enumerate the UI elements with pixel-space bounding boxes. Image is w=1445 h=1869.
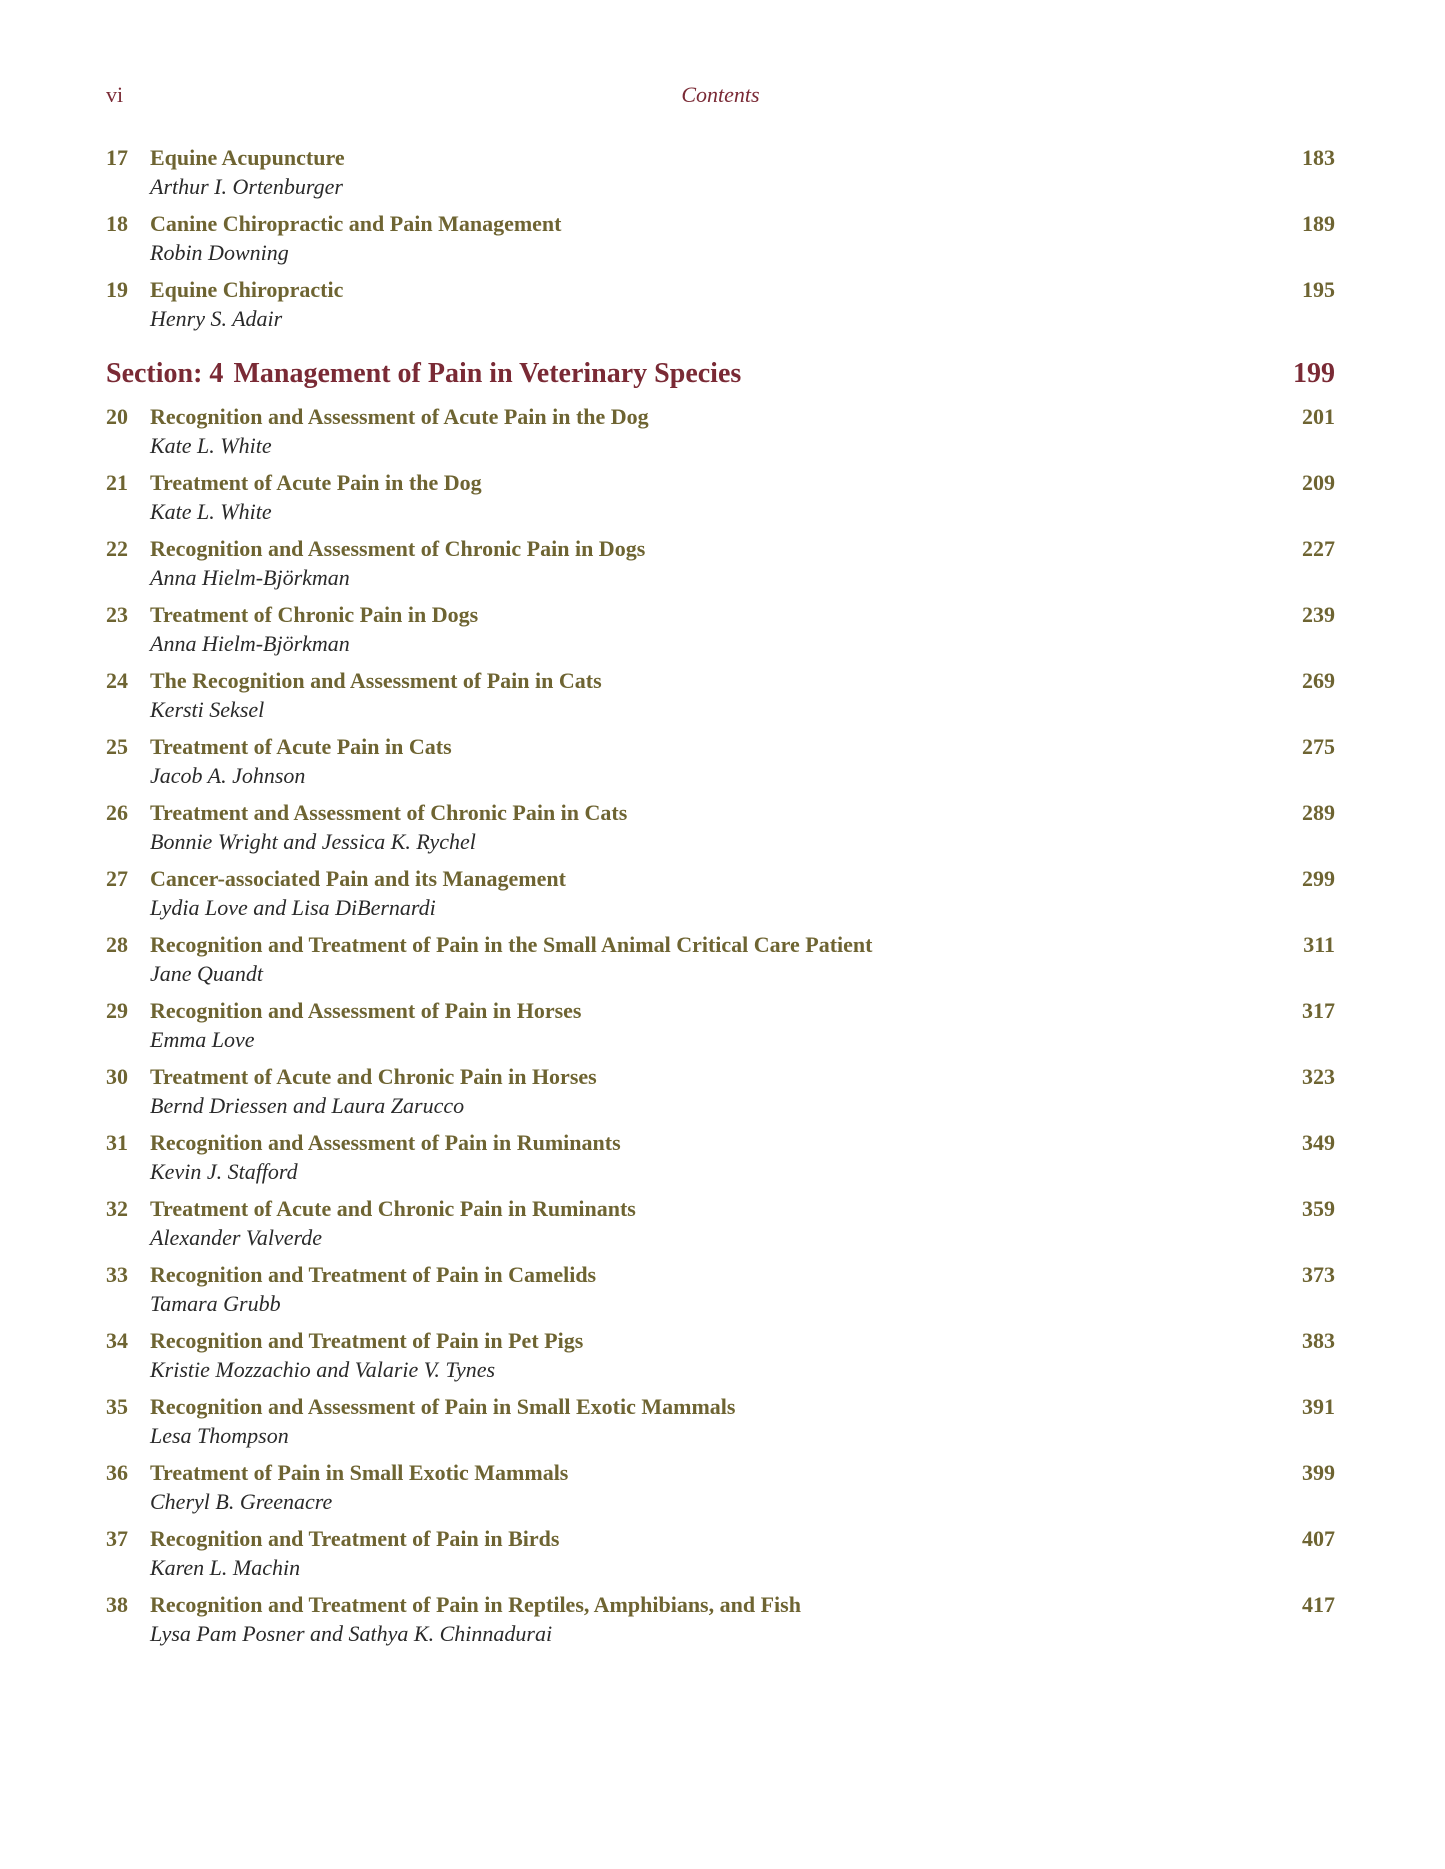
- chapter-title: Treatment of Acute and Chronic Pain in Ruminants: [150, 1196, 636, 1221]
- chapter-page-number: 189: [1302, 211, 1335, 236]
- chapter-title: Recognition and Assessment of Pain in Ruminants: [150, 1130, 621, 1155]
- chapter-number: 31: [106, 1130, 128, 1155]
- chapter-author: Bonnie Wright and Jessica K. Rychel: [150, 829, 476, 854]
- chapter-author: Karen L. Machin: [150, 1555, 301, 1580]
- toc-entry: [106, 667, 1335, 733]
- chapter-title: Canine Chiropractic and Pain Management: [150, 211, 562, 236]
- chapter-author: Lesa Thompson: [150, 1423, 289, 1448]
- chapter-number: 23: [106, 602, 128, 627]
- chapter-page-number: 399: [1302, 1460, 1335, 1485]
- toc-group-before-section: [106, 144, 1335, 342]
- chapter-page-number: 209: [1302, 470, 1335, 495]
- section-label: Section: 4: [106, 358, 224, 389]
- chapter-number: 34: [106, 1328, 128, 1353]
- section-page-number: 199: [1293, 358, 1335, 389]
- chapter-title: Recognition and Treatment of Pain in Pet Pigs: [150, 1328, 584, 1353]
- chapter-title: Recognition and Treatment of Pain in Reptiles, Amphibians, and Fish: [150, 1592, 801, 1617]
- chapter-author: Cheryl B. Greenacre: [150, 1489, 333, 1514]
- chapter-author: Kersti Seksel: [150, 697, 265, 722]
- chapter-number: 25: [106, 734, 128, 759]
- chapter-title: Recognition and Assessment of Chronic Pain in Dogs: [150, 536, 646, 561]
- toc-entry: [106, 1063, 1335, 1129]
- chapter-author: Kristie Mozzachio and Valarie V. Tynes: [150, 1357, 496, 1382]
- chapter-author: Tamara Grubb: [150, 1291, 281, 1316]
- chapter-page-number: 407: [1302, 1526, 1335, 1551]
- toc-entry: [106, 1591, 1335, 1657]
- toc-entry: [106, 403, 1335, 469]
- chapter-title: Recognition and Treatment of Pain in Camelids: [150, 1262, 597, 1287]
- chapter-title: Treatment of Acute Pain in the Dog: [150, 470, 482, 495]
- chapter-author: Jacob A. Johnson: [150, 763, 306, 788]
- chapter-number: 29: [106, 998, 128, 1023]
- chapter-page-number: 183: [1302, 145, 1335, 170]
- section-heading: [106, 345, 1335, 403]
- chapter-number: 38: [106, 1592, 128, 1617]
- chapter-title: Treatment of Acute Pain in Cats: [150, 734, 452, 759]
- toc-entry: [106, 799, 1335, 865]
- chapter-title: Recognition and Assessment of Acute Pain in the Dog: [150, 404, 649, 429]
- chapter-author: Henry S. Adair: [150, 306, 283, 331]
- chapter-number: 28: [106, 932, 128, 957]
- chapter-author: Kate L. White: [150, 499, 272, 524]
- toc-entry: [106, 1393, 1335, 1459]
- toc-entry: [106, 1129, 1335, 1195]
- chapter-number: 19: [106, 277, 128, 302]
- chapter-number: 17: [106, 145, 128, 170]
- chapter-title: Treatment of Chronic Pain in Dogs: [150, 602, 479, 627]
- toc-entry: [106, 1195, 1335, 1261]
- chapter-title: Cancer-associated Pain and its Management: [150, 866, 566, 891]
- chapter-number: 24: [106, 668, 128, 693]
- chapter-number: 36: [106, 1460, 128, 1485]
- chapter-page-number: 201: [1302, 404, 1335, 429]
- chapter-author: Lydia Love and Lisa DiBernardi: [150, 895, 436, 920]
- chapter-page-number: 289: [1302, 800, 1335, 825]
- chapter-page-number: 417: [1302, 1592, 1335, 1617]
- section-title: Management of Pain in Veterinary Species: [233, 358, 742, 389]
- chapter-number: 30: [106, 1064, 128, 1089]
- toc-entry: [106, 865, 1335, 931]
- toc-entry: [106, 733, 1335, 799]
- chapter-number: 22: [106, 536, 128, 561]
- toc-group-after-section: [106, 403, 1335, 1657]
- chapter-number: 20: [106, 404, 128, 429]
- chapter-author: Alexander Valverde: [150, 1225, 323, 1250]
- chapter-title: Recognition and Treatment of Pain in the Small Animal Critical Care Patient: [150, 932, 873, 957]
- chapter-page-number: 269: [1302, 668, 1335, 693]
- chapter-author: Kevin J. Stafford: [150, 1159, 298, 1184]
- chapter-author: Arthur I. Ortenburger: [150, 174, 343, 199]
- chapter-author: Anna Hielm-Björkman: [150, 565, 350, 590]
- chapter-title: Treatment of Pain in Small Exotic Mammals: [150, 1460, 569, 1485]
- chapter-author: Kate L. White: [150, 433, 272, 458]
- toc-entry: [106, 469, 1335, 535]
- toc-entry: [106, 276, 1335, 342]
- chapter-page-number: 311: [1303, 932, 1335, 957]
- chapter-title: Recognition and Treatment of Pain in Birds: [150, 1526, 560, 1551]
- chapter-number: 35: [106, 1394, 128, 1419]
- chapter-title: Equine Chiropractic: [150, 277, 344, 302]
- running-head: [106, 82, 1335, 112]
- toc-entry: [106, 997, 1335, 1063]
- chapter-author: Lysa Pam Posner and Sathya K. Chinnadurai: [150, 1621, 553, 1646]
- chapter-page-number: 239: [1302, 602, 1335, 627]
- chapter-title: Treatment of Acute and Chronic Pain in Horses: [150, 1064, 597, 1089]
- section-heading-text: [106, 357, 741, 391]
- chapter-author: Robin Downing: [150, 240, 289, 265]
- chapter-number: 37: [106, 1526, 128, 1551]
- chapter-author: Jane Quandt: [150, 961, 264, 986]
- chapter-number: 18: [106, 211, 128, 236]
- toc-entry: [106, 144, 1335, 210]
- page-number: vi: [106, 82, 124, 107]
- chapter-title: Recognition and Assessment of Pain in Small Exotic Mammals: [150, 1394, 736, 1419]
- toc-entry: [106, 535, 1335, 601]
- chapter-title: The Recognition and Assessment of Pain in Cats: [150, 668, 602, 693]
- chapter-page-number: 391: [1302, 1394, 1335, 1419]
- toc-entry: [106, 601, 1335, 667]
- chapter-author: Emma Love: [150, 1027, 255, 1052]
- toc-entry: [106, 1525, 1335, 1591]
- chapter-page-number: 359: [1302, 1196, 1335, 1221]
- toc-entry: [106, 1261, 1335, 1327]
- chapter-author: Bernd Driessen and Laura Zarucco: [150, 1093, 465, 1118]
- table-of-contents: [106, 144, 1335, 1657]
- chapter-title: Treatment and Assessment of Chronic Pain in Cats: [150, 800, 628, 825]
- chapter-page-number: 317: [1302, 998, 1335, 1023]
- chapter-page-number: 275: [1302, 734, 1335, 759]
- chapter-author: Anna Hielm-Björkman: [150, 631, 350, 656]
- chapter-number: 32: [106, 1196, 128, 1221]
- chapter-number: 27: [106, 866, 128, 891]
- chapter-page-number: 383: [1302, 1328, 1335, 1353]
- chapter-number: 26: [106, 800, 128, 825]
- toc-entry: [106, 210, 1335, 276]
- chapter-page-number: 227: [1302, 536, 1335, 561]
- chapter-number: 21: [106, 470, 128, 495]
- toc-entry: [106, 1327, 1335, 1393]
- chapter-number: 33: [106, 1262, 128, 1287]
- chapter-title: Equine Acupuncture: [150, 145, 345, 170]
- toc-entry: [106, 931, 1335, 997]
- chapter-page-number: 299: [1302, 866, 1335, 891]
- chapter-page-number: 323: [1302, 1064, 1335, 1089]
- toc-entry: [106, 1459, 1335, 1525]
- running-title: Contents: [681, 82, 760, 107]
- chapter-title: Recognition and Assessment of Pain in Horses: [150, 998, 582, 1023]
- chapter-page-number: 373: [1302, 1262, 1335, 1287]
- chapter-page-number: 195: [1302, 277, 1335, 302]
- chapter-page-number: 349: [1302, 1130, 1335, 1155]
